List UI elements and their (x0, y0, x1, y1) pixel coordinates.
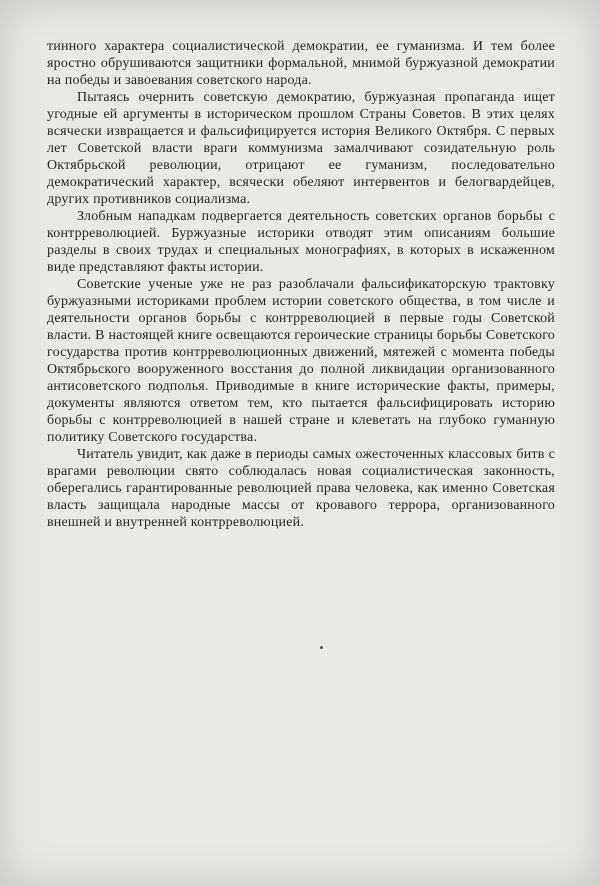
paragraph-continuation: тинного характера социалистической демократии, ее гуманизма. И тем более яростно обрушиваются защитники формальной, мнимой буржуазной демократии на победы и завоевания советского народа. (47, 39, 555, 88)
paragraph: Пытаясь очернить советскую демократию, буржуазная пропаганда ищет угодные ей аргументы в историческом прошлом Страны Советов. В этих целях всячески извращается и фальсифицируется история Великого Октября. С первых лет Советской власти враги коммунизма замалчивают созидательную роль Октябрьской революции, отрицают ее гуманизм, последовательно демократический характер, всячески обеляют интервентов и белогвардейцев, других противников социализма. (47, 90, 555, 207)
scan-speck (320, 646, 323, 649)
paragraph: Читатель увидит, как даже в периоды самых ожесточенных классовых битв с врагами революции свято соблюдалась новая социалистическая законность, оберегались гарантированные революцией права человека, как именно Советская власть защищала народные массы от кровавого террора, организованного внешней и внутренней контрреволюцией. (47, 447, 555, 530)
paragraph: Злобным нападкам подвергается деятельность советских органов борьбы с контрреволюцией. Буржуазные историки отводят этим описаниям большие разделы в своих трудах и специальных монографиях, в которых в искаженном виде представляют факты истории. (47, 209, 555, 275)
body-text (47, 38, 555, 531)
paragraph: Советские ученые уже не раз разоблачали фальсификаторскую трактовку буржуазными историками проблем истории советского общества, в том числе и деятельности органов борьбы с контрреволюцией в первые годы Советской власти. В настоящей книге освещаются героические страницы борьбы Советского государства против контрреволюционных движений, мятежей с момента победы Октябрьского вооруженного восстания до полной ликвидации организованного антисоветского подполья. Приводимые в книге исторические факты, примеры, документы являются ответом тем, кто пытается фальсифицировать историю борьбы с контрреволюцией в нашей стране и клеветать на глубоко гуманную политику Советского государства. (47, 277, 555, 445)
